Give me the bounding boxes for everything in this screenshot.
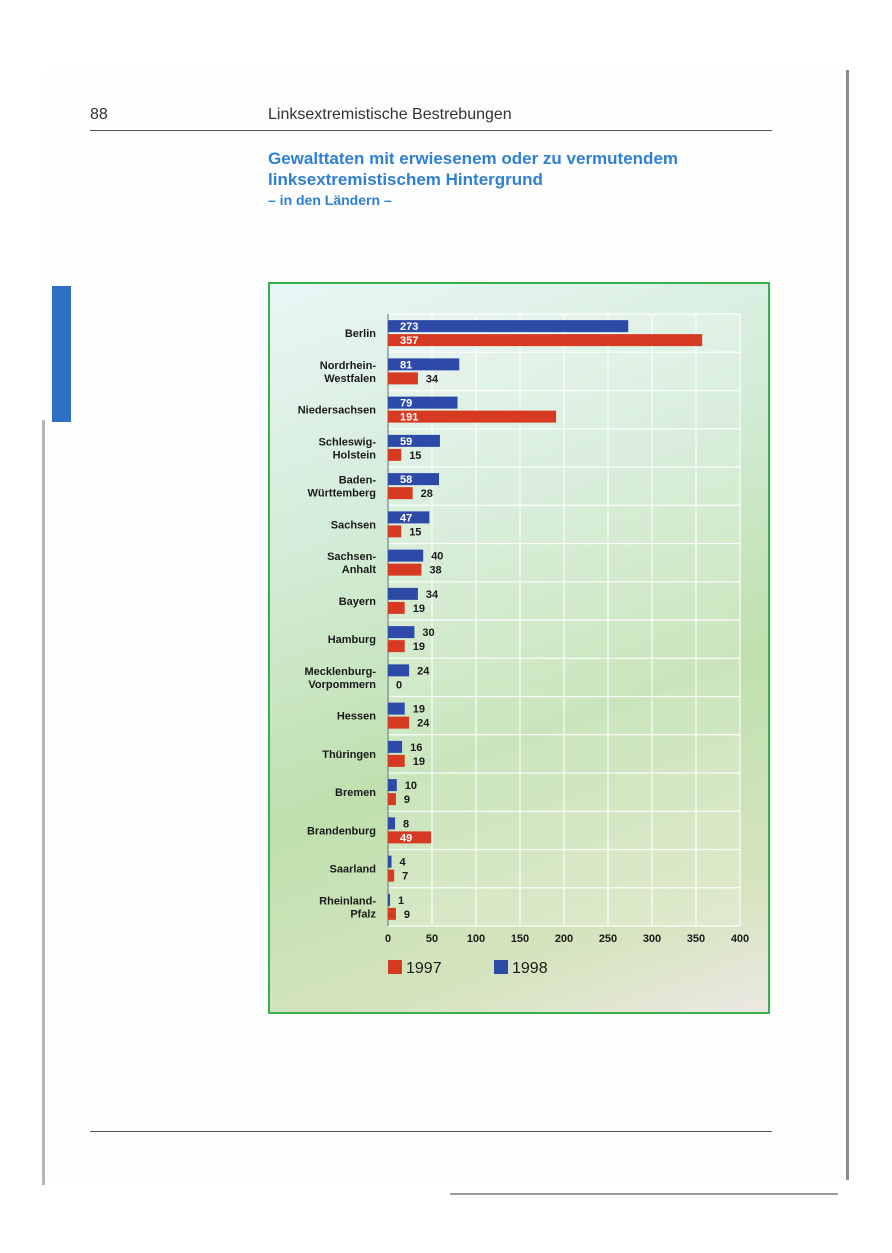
- bar-1998: [388, 894, 390, 906]
- bar-1998: [388, 435, 440, 447]
- running-head: Linksextremistische Bestrebungen: [268, 106, 512, 123]
- value-label-1998: 24: [417, 665, 430, 678]
- page-edge-right: [846, 70, 849, 1180]
- bar-1997: [388, 640, 405, 652]
- value-label-1997: 191: [400, 411, 419, 424]
- category-label: Schleswig-Holstein: [318, 436, 376, 462]
- x-tick-label: 400: [730, 933, 750, 945]
- value-label-1998: 16: [410, 741, 423, 754]
- value-label-1998: 81: [400, 359, 413, 372]
- x-tick-label: 350: [686, 933, 706, 945]
- bar-1997: [388, 564, 421, 576]
- category-label: Sachsen-Anhalt: [327, 551, 376, 577]
- section-tab-marker: [52, 286, 71, 422]
- value-label-1997: 15: [409, 526, 422, 539]
- category-label: Niedersachsen: [297, 404, 376, 417]
- category-label: Bremen: [335, 787, 376, 800]
- value-label-1997: 19: [412, 602, 425, 615]
- category-label: Bayern: [338, 595, 376, 608]
- page-edge-left: [42, 420, 45, 1185]
- bar-1998: [388, 588, 418, 600]
- bar-1997: [388, 525, 401, 537]
- bar-1997: [388, 755, 405, 767]
- bar-1998: [388, 856, 392, 868]
- value-label-1998: 58: [400, 474, 413, 487]
- bar-1997: [388, 717, 409, 729]
- value-label-1997: 9: [403, 794, 411, 807]
- value-label-1997: 19: [412, 755, 425, 768]
- chart-subtitle: – in den Ländern –: [268, 192, 392, 208]
- bar-1997: [388, 908, 396, 920]
- value-label-1998: 8: [403, 818, 410, 831]
- value-label-1998: 34: [425, 588, 439, 601]
- value-label-1997: 9: [403, 908, 411, 921]
- legend-label-1998: 1998: [512, 960, 548, 977]
- value-label-1997: 7: [402, 870, 409, 883]
- legend-label-1997: 1997: [406, 960, 442, 977]
- value-label-1998: 47: [400, 512, 413, 525]
- bar-1998: [388, 358, 459, 370]
- x-tick-label: 0: [384, 933, 392, 945]
- category-label: Saarland: [329, 863, 376, 876]
- value-label-1998: 30: [422, 627, 435, 640]
- legend-swatch-1997: [388, 960, 402, 974]
- value-label-1997: 38: [429, 564, 442, 577]
- bar-chart: [270, 284, 768, 1012]
- value-label-1998: 1: [398, 894, 405, 907]
- bar-1998: [388, 664, 409, 676]
- value-label-1997: 28: [420, 488, 433, 501]
- x-tick-label: 300: [642, 933, 662, 945]
- bar-1998: [388, 473, 439, 485]
- value-label-1998: 10: [404, 780, 418, 793]
- value-label-1997: 34: [425, 373, 439, 386]
- value-label-1997: 15: [409, 449, 422, 462]
- value-label-1998: 19: [412, 703, 425, 716]
- value-label-1998: 59: [400, 435, 413, 448]
- value-label-1997: 0: [396, 679, 403, 692]
- page-number: 88: [90, 106, 108, 123]
- bar-1997: [388, 334, 702, 346]
- category-label: Brandenburg: [306, 825, 376, 838]
- bar-1998: [388, 397, 458, 409]
- category-label: Hessen: [336, 710, 376, 723]
- value-label-1997: 357: [400, 335, 419, 348]
- chart-frame: [268, 282, 770, 1014]
- x-tick-label: 150: [510, 933, 530, 945]
- x-tick-label: 200: [554, 933, 574, 945]
- x-tick-label: 250: [598, 933, 618, 945]
- category-label: Hamburg: [327, 634, 376, 647]
- bar-1997: [388, 449, 401, 461]
- bar-1997: [388, 372, 418, 384]
- category-label: Baden-Württemberg: [307, 474, 376, 500]
- bar-1998: [388, 779, 397, 791]
- value-label-1998: 4: [399, 856, 406, 869]
- category-label: Sachsen: [330, 519, 376, 532]
- value-label-1997: 24: [417, 717, 430, 730]
- bar-1998: [388, 703, 405, 715]
- chart-title: Gewalttaten mit erwiesenem oder zu vermutendem linksextremistischem Hintergrund: [268, 149, 679, 189]
- x-tick-label: 50: [425, 933, 439, 945]
- bar-1997: [388, 602, 405, 614]
- category-label: Berlin: [344, 328, 376, 341]
- category-label: Nordrhein-Westfalen: [319, 359, 376, 385]
- bar-1998: [388, 626, 414, 638]
- bar-1998: [388, 741, 402, 753]
- bar-1998: [388, 817, 395, 829]
- value-label-1997: 49: [400, 832, 413, 845]
- bar-1998: [388, 320, 628, 332]
- category-label: Thüringen: [322, 748, 376, 761]
- category-label: Mecklenburg-Vorpommern: [304, 665, 376, 691]
- value-label-1997: 19: [412, 641, 425, 654]
- legend-swatch-1998: [494, 960, 508, 974]
- value-label-1998: 40: [431, 550, 444, 563]
- bar-1997: [388, 793, 396, 805]
- bar-1998: [388, 550, 423, 562]
- footer-rule: [90, 1131, 772, 1132]
- page-edge-bottom: [450, 1193, 838, 1195]
- header-rule: [90, 130, 772, 131]
- x-tick-label: 100: [466, 933, 486, 945]
- value-label-1998: 273: [400, 321, 419, 334]
- value-label-1998: 79: [400, 397, 413, 410]
- bar-1997: [388, 487, 413, 499]
- bar-1997: [388, 870, 394, 882]
- category-label: Rheinland-Pfalz: [319, 895, 376, 921]
